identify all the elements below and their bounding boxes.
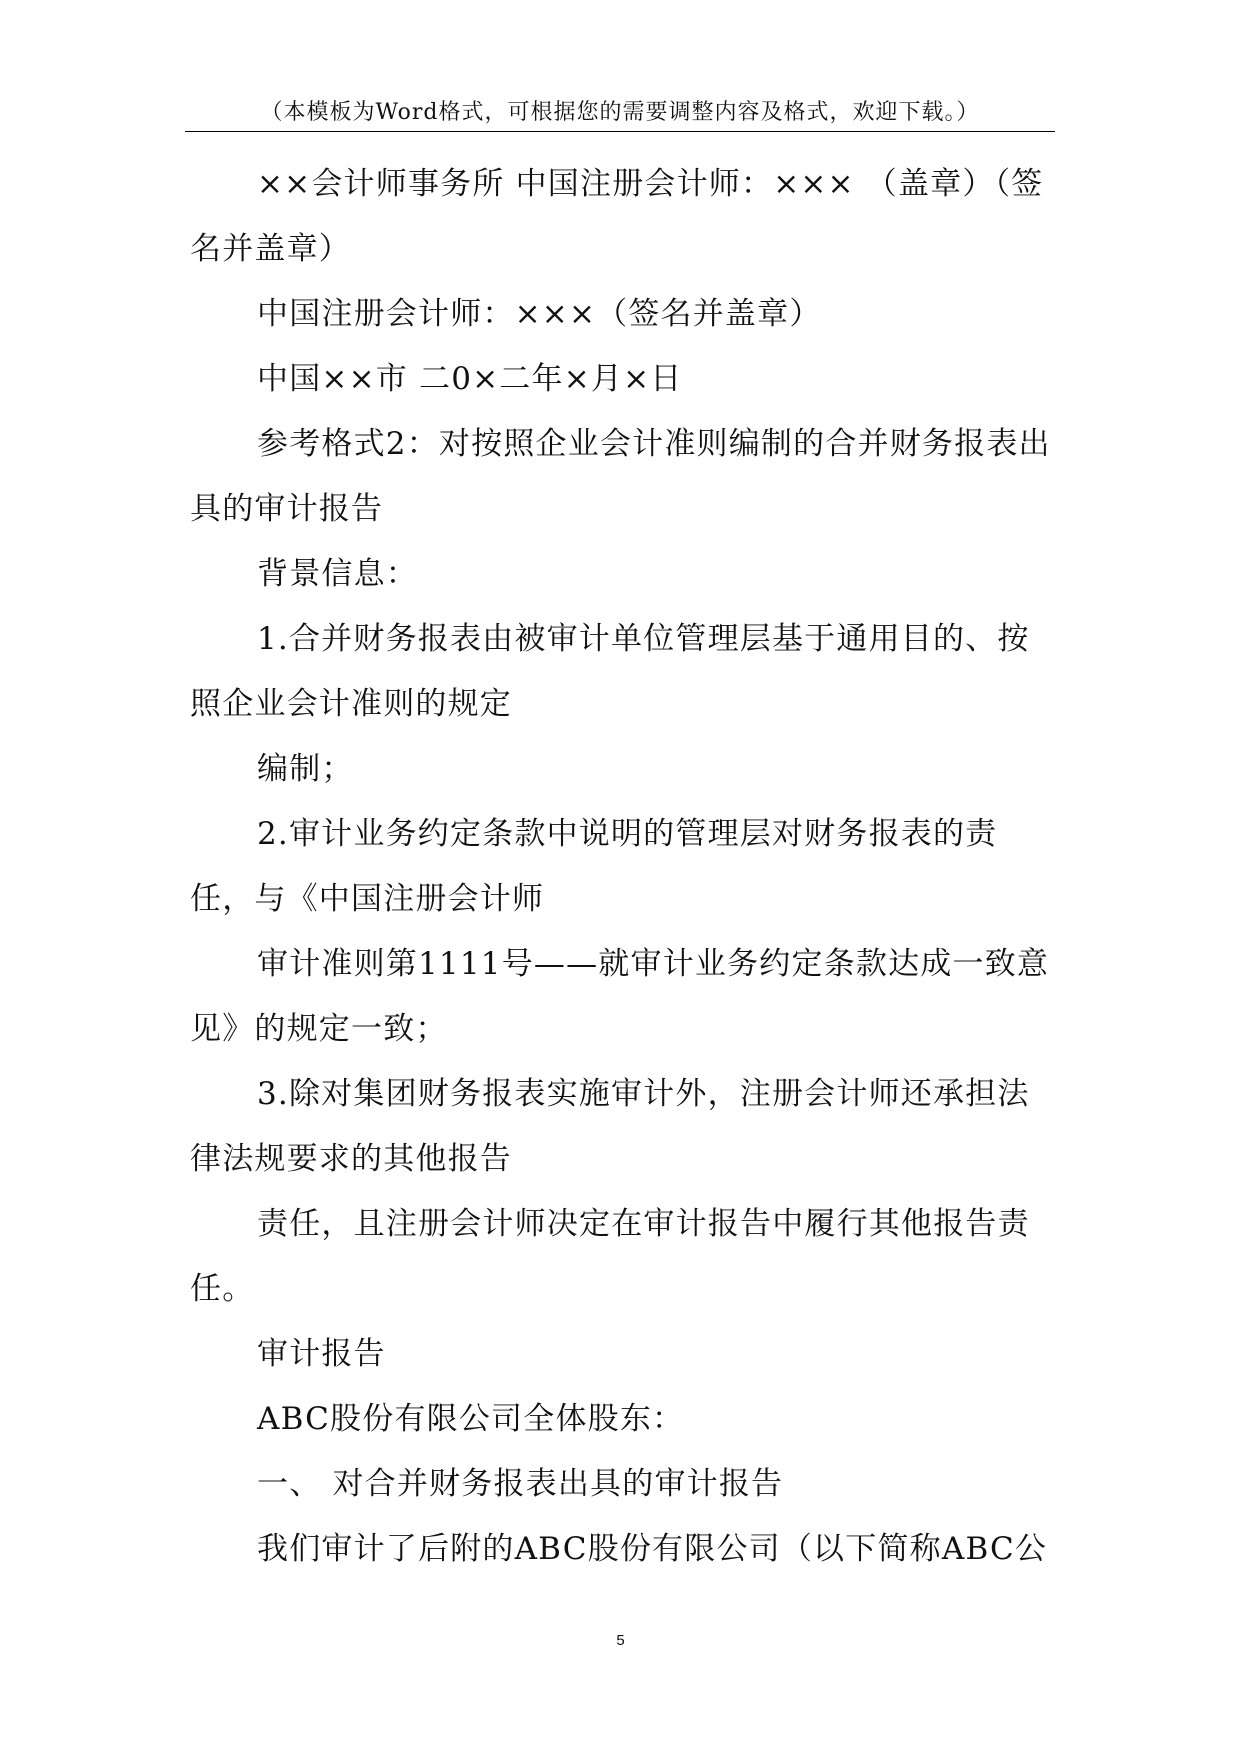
section-heading: 审计报告 <box>257 1336 386 1372</box>
paragraph: 参考格式2：对按照企业会计准则编制的合并财务报表出具的审计报告 <box>190 426 1051 527</box>
page-number: 5 <box>616 1632 625 1649</box>
paragraph: 1.合并财务报表由被审计单位管理层基于通用目的、按照企业会计准则的规定 <box>190 621 1030 722</box>
paragraph: 审计准则第1111号——就审计业务约定条款达成一致意见》的规定一致； <box>190 946 1050 1047</box>
header-divider <box>185 131 1055 132</box>
paragraph: 背景信息： <box>257 556 418 592</box>
paragraph: ××会计师事务所 中国注册会计师：××× （盖章）（签名并盖章） <box>190 166 1044 267</box>
addressee: ABC股份有限公司全体股东： <box>257 1401 685 1437</box>
paragraph: 2.审计业务约定条款中说明的管理层对财务报表的责任，与《中国注册会计师 <box>190 816 998 917</box>
paragraph: 责任，且注册会计师决定在审计报告中履行其他报告责任。 <box>190 1206 1030 1307</box>
document-body <box>190 152 1060 1582</box>
paragraph: 我们审计了后附的ABC股份有限公司（以下简称ABC公 <box>257 1531 1048 1567</box>
paragraph: 中国注册会计师：×××（签名并盖章） <box>257 296 822 332</box>
section-heading: 一、 对合并财务报表出具的审计报告 <box>257 1466 784 1502</box>
header-note: （本模板为Word格式，可根据您的需要调整内容及格式，欢迎下载。） <box>260 100 980 125</box>
paragraph: 中国××市 二0×二年×月×日 <box>257 361 683 397</box>
paragraph: 3.除对集团财务报表实施审计外，注册会计师还承担法律法规要求的其他报告 <box>190 1076 1030 1177</box>
paragraph: 编制； <box>257 751 354 787</box>
